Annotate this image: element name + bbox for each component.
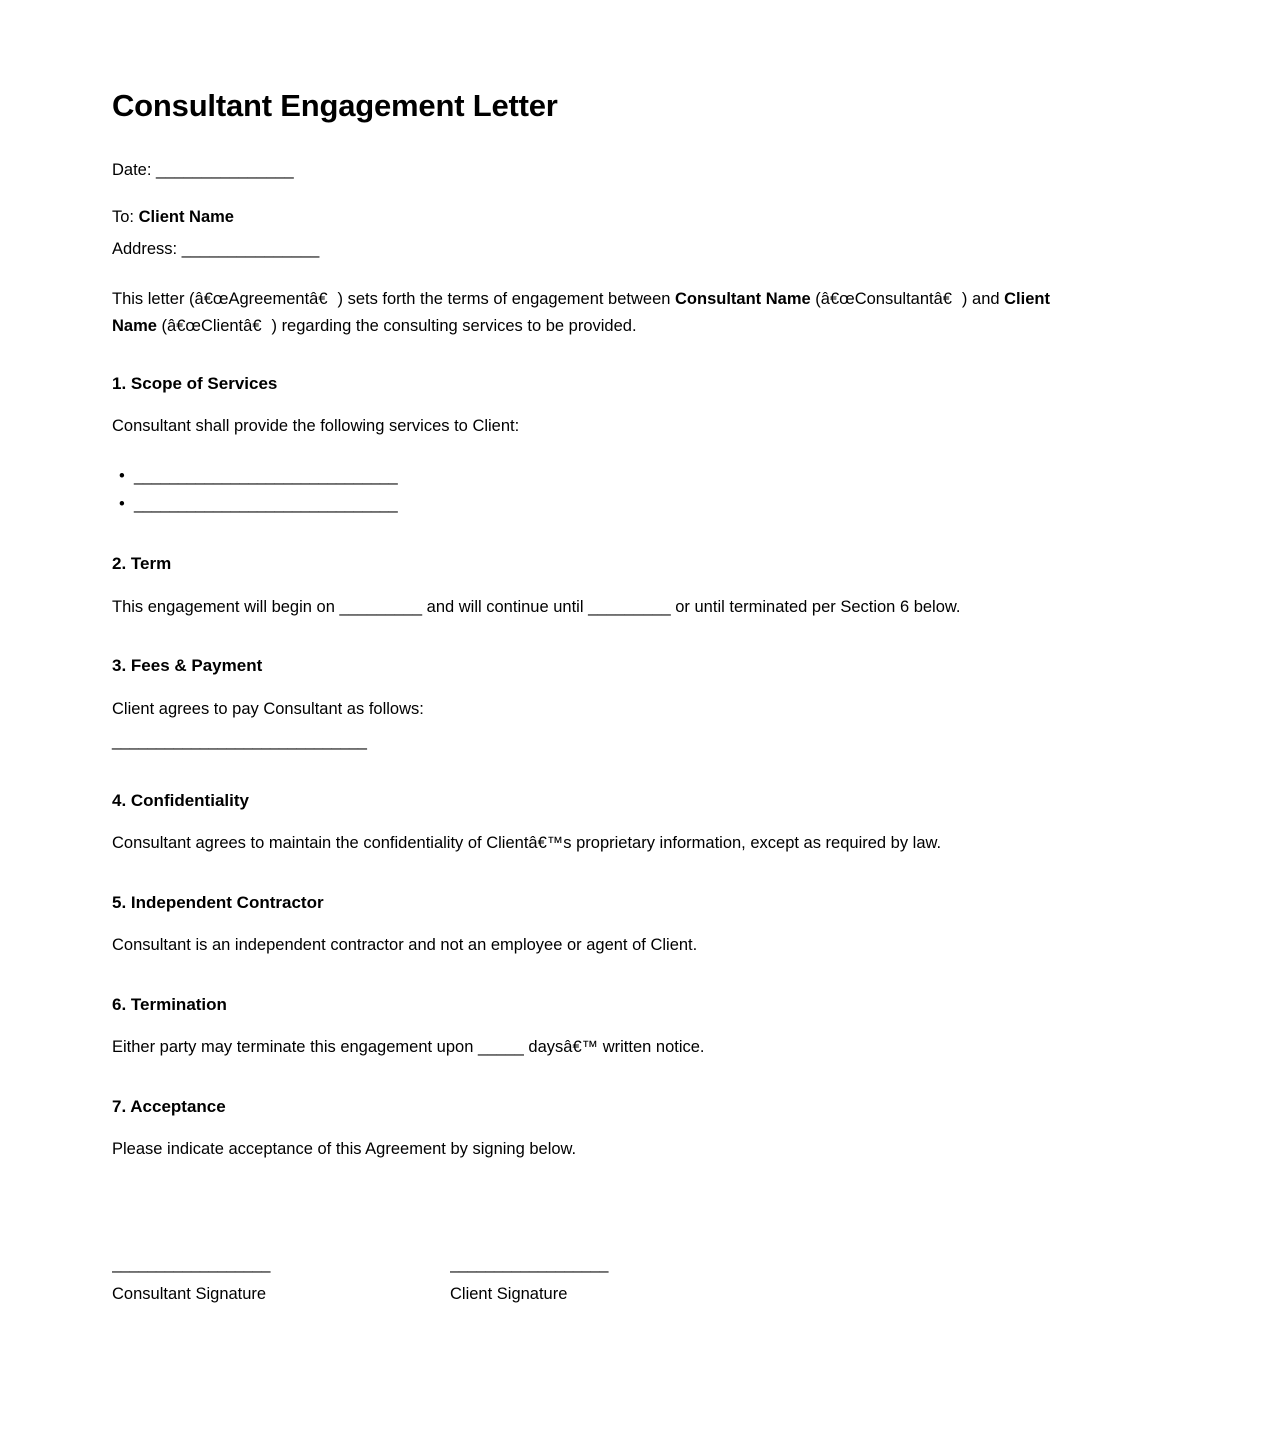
client-signature-line: __________________ (450, 1254, 608, 1273)
section-fees-and-payment (112, 656, 1068, 754)
date-blank: _______________ (156, 160, 294, 179)
to-client-name: Client Name (138, 208, 234, 227)
intro-paragraph (112, 286, 1068, 339)
list-item (112, 490, 1068, 518)
section-body: Consultant agrees to maintain the confidentiality of Clientâ€™s proprietary information, except as required by law. (112, 834, 942, 853)
section-heading: 3. Fees & Payment (112, 656, 263, 676)
intro-client-name: Client Name (112, 290, 1050, 336)
section-term (112, 554, 1068, 620)
section-heading: 1. Scope of Services (112, 373, 278, 393)
to-label: To: (112, 208, 139, 227)
section-acceptance (112, 1097, 1068, 1163)
consultant-signature-block (112, 1255, 450, 1308)
section-independent-contractor (112, 893, 1068, 959)
section-confidentiality (112, 791, 1068, 857)
client-signature-label: Client Signature (450, 1285, 568, 1304)
section-body: Client agrees to pay Consultant as follows: (112, 699, 424, 718)
section-body: Either party may terminate this engagement upon _____ daysâ€™ written notice. (112, 1038, 705, 1057)
section-body: Consultant shall provide the following services to Client: (112, 417, 520, 436)
signature-area (112, 1255, 1068, 1308)
recipient-address-line (112, 237, 1068, 263)
section-body: Consultant is an independent contractor and not an employee or agent of Client. (112, 936, 698, 955)
section-body: This engagement will begin on _________ and will continue until _________ or until terminated per Section 6 below. (112, 597, 961, 616)
fees-blank: _____________________________ (112, 732, 367, 751)
page-title: Consultant Engagement Letter (112, 88, 558, 123)
section-body: Please indicate acceptance of this Agreement by signing below. (112, 1140, 577, 1159)
list-item (112, 462, 1068, 490)
date-line (112, 158, 1068, 184)
services-blank-list (112, 462, 1068, 519)
recipient-to-line (112, 205, 1068, 231)
client-signature-block (450, 1255, 788, 1308)
date-label: Date: (112, 160, 157, 179)
signature-row (112, 1255, 1068, 1308)
section-heading: 5. Independent Contractor (112, 892, 324, 912)
section-heading: 6. Termination (112, 994, 227, 1014)
section-heading: 7. Acceptance (112, 1096, 226, 1116)
address-label: Address: (112, 239, 182, 258)
consultant-signature-label: Consultant Signature (112, 1285, 267, 1304)
section-scope-of-services (112, 374, 1068, 519)
intro-consultant-name: Consultant Name (675, 290, 811, 309)
section-heading: 4. Confidentiality (112, 790, 249, 810)
section-heading: 2. Term (112, 554, 172, 574)
service-blank: ______________________________ (134, 466, 398, 485)
address-blank: _______________ (181, 239, 320, 258)
intro-part-2: (â€œConsultantâ€) and (810, 290, 1005, 309)
consultant-signature-line: __________________ (112, 1254, 270, 1273)
service-blank: ______________________________ (134, 495, 398, 514)
section-termination (112, 995, 1068, 1061)
intro-part-1: This letter (â€œAgreementâ€) sets forth the terms of engagement between (112, 290, 676, 309)
intro-part-3: (â€œClientâ€) regarding the consulting services to be provided. (156, 317, 637, 336)
